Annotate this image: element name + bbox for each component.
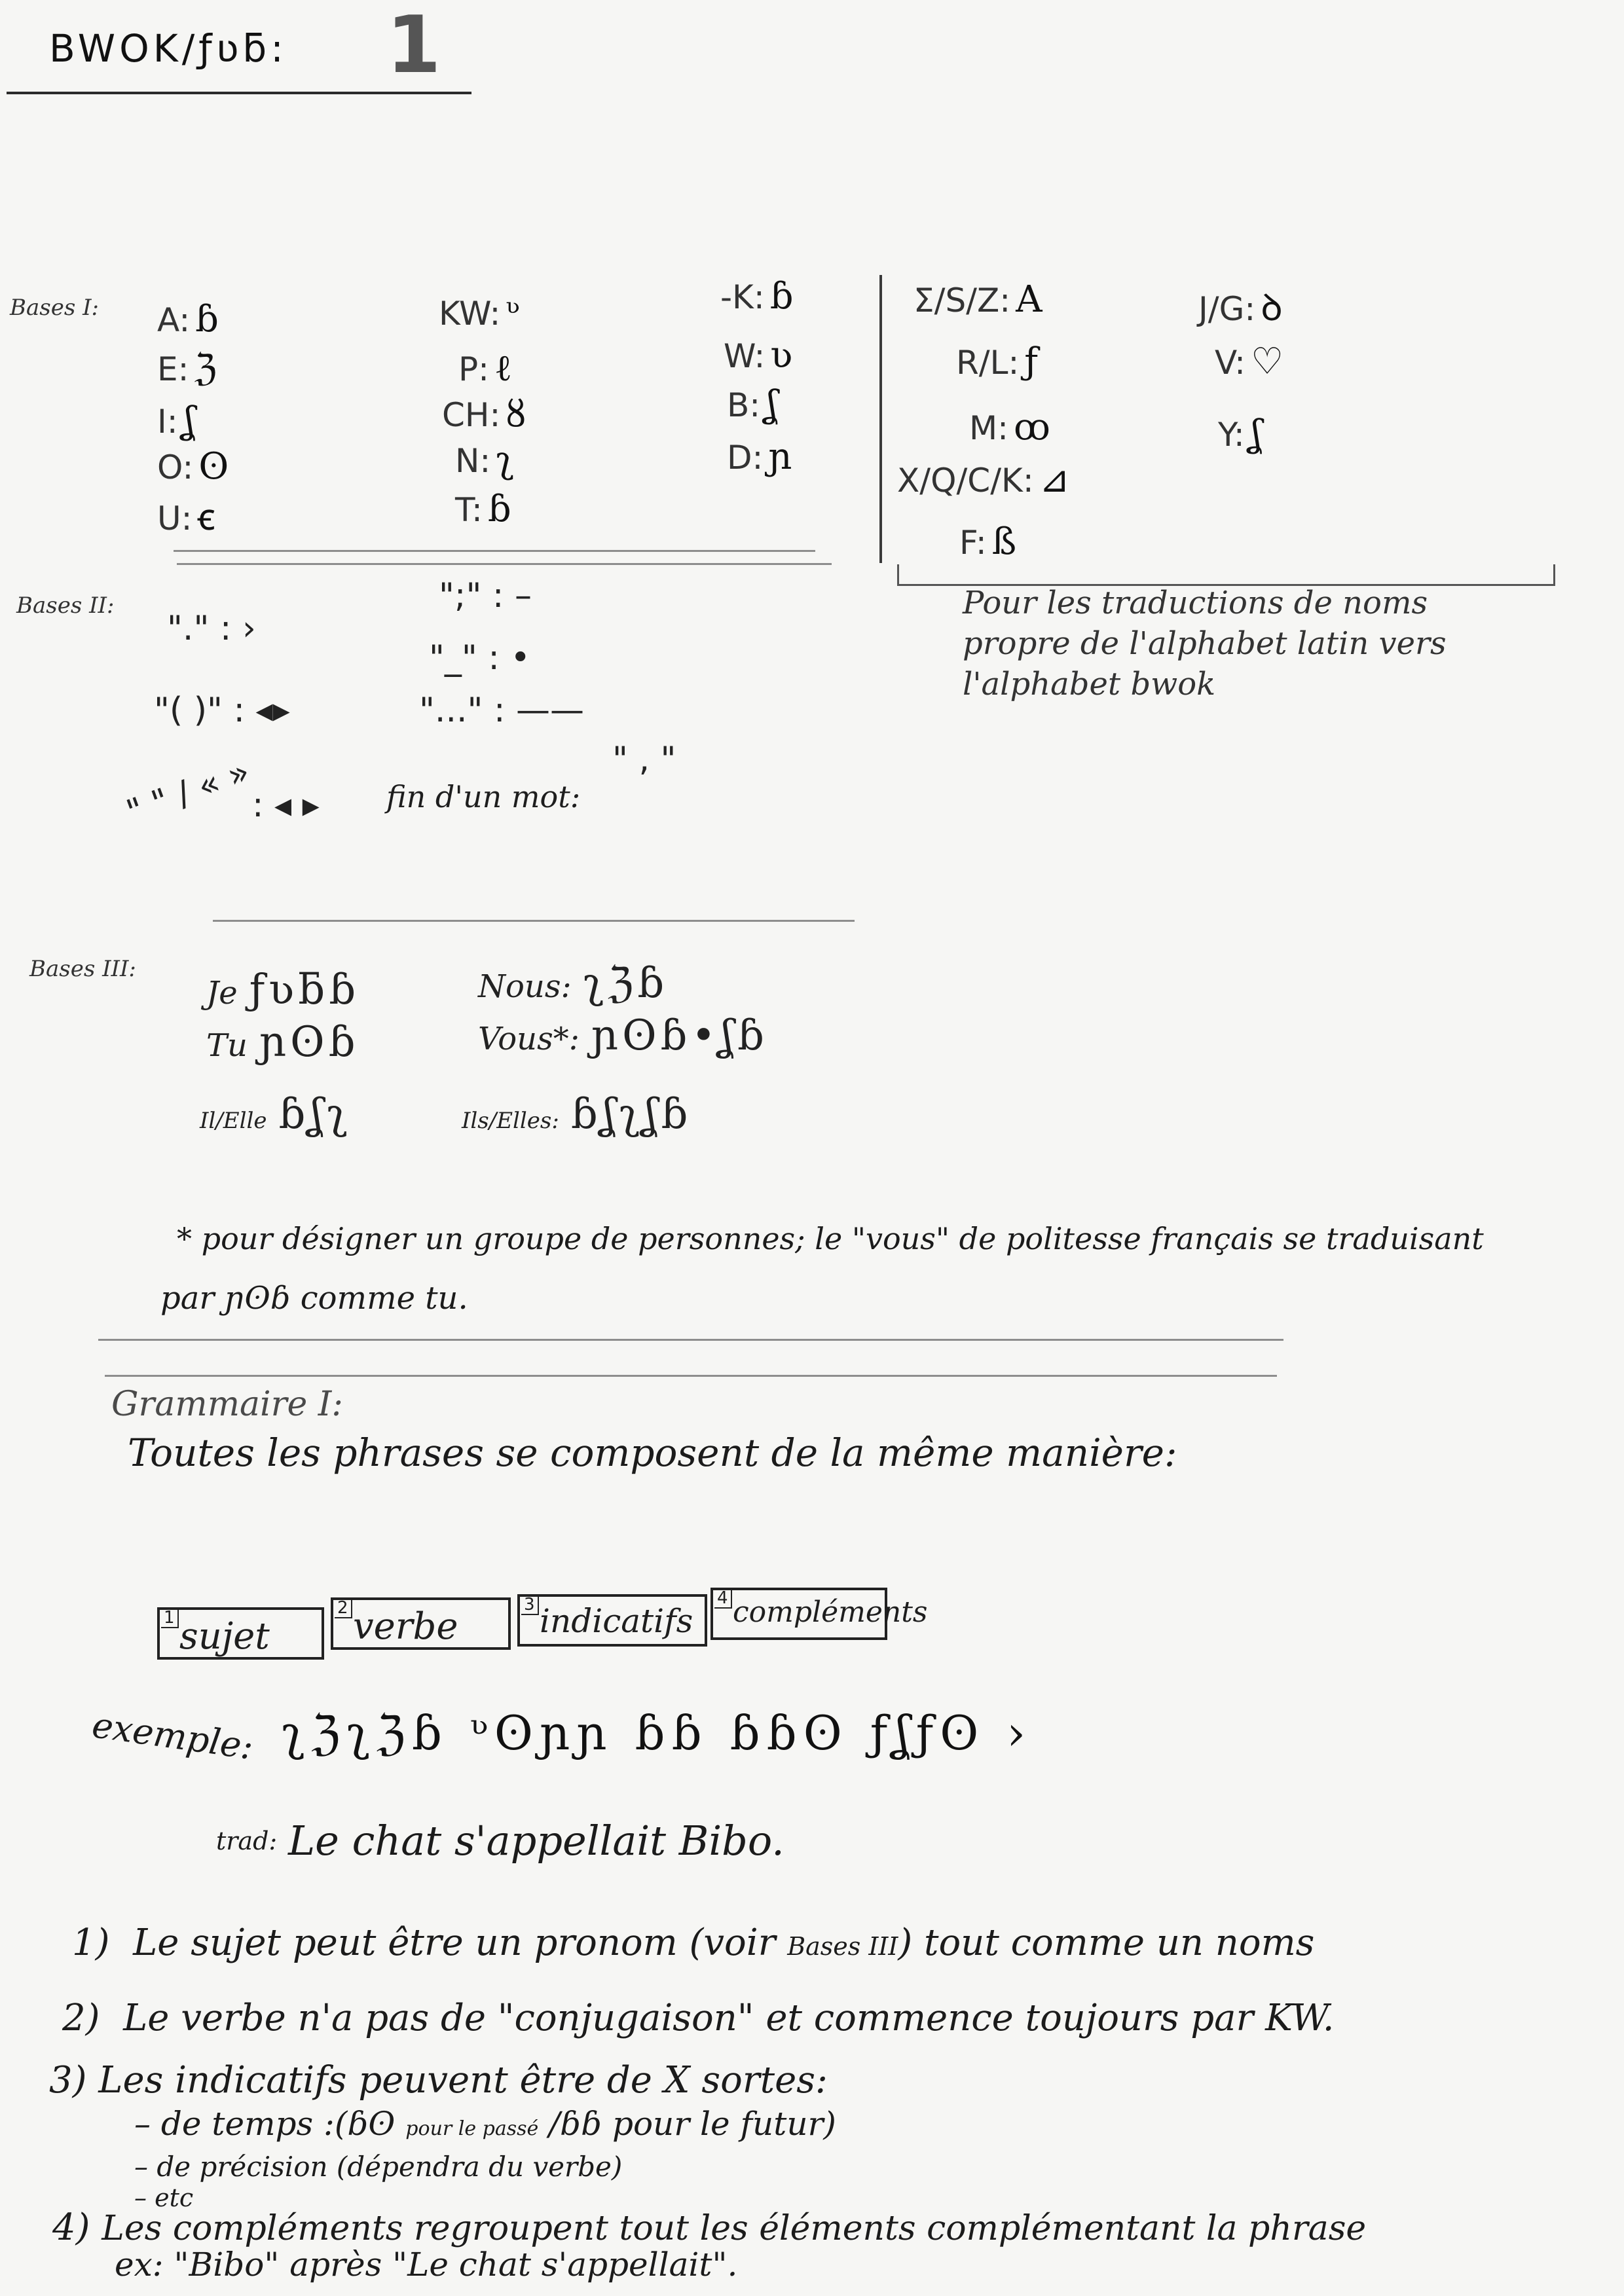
bases2-entry-quotes: " " / « » — [121, 752, 255, 833]
bases2-entry-underscore: "_" : • — [429, 638, 531, 678]
bases2-rule — [213, 920, 855, 922]
bases1-entry-r: R/L: ƒ — [956, 340, 1039, 383]
bases1-entry-m: M: ꝏ — [969, 406, 1050, 448]
indicatifs-precision: – de précision (dépendra du verbe) — [134, 2151, 623, 2183]
pronoun-je: Je ƒʋƃɓ — [206, 966, 360, 1014]
bases2-entry-semicolon: ";" : – — [439, 576, 532, 615]
bases1-entry-o: O: ʘ — [157, 445, 229, 488]
grammar-intro: Toutes les phrases se composent de la même manière: — [128, 1430, 1177, 1475]
bracket-right-end — [1553, 564, 1555, 584]
translation-text: Le chat s'appellait Bibo. — [288, 1817, 784, 1865]
grammar-rule-4-example: ex: "Bibo" après "Le chat s'appellait". — [115, 2246, 738, 2284]
bases1-entry-b: B: ʆ — [727, 383, 778, 426]
bases1-entry-w: W: ʋ — [724, 334, 793, 376]
grammar-label: Grammaire I: — [111, 1385, 343, 1424]
bases3-label: Bases III: — [29, 956, 136, 982]
grammar-rule-1: 1) Le sujet peut être un pronom (voir Bases III) tout comme un noms — [72, 1922, 1315, 1964]
bases1-entry-s: Ʃ/S/Z: A — [913, 278, 1043, 321]
pronoun-vous: Vous*: ɲʘɓ•ʆɓ — [478, 1011, 768, 1060]
bases1-entry-j: J/G: ꝺ — [1198, 287, 1283, 329]
bases1-entry-d: D: ɲ — [727, 435, 792, 478]
bases1-entry-ch: CH: ȣ — [442, 393, 526, 435]
pronoun-tu: Tu ɲʘɓ — [206, 1018, 360, 1066]
bases1-entry-u: U: ꞓ — [157, 496, 215, 539]
bases1-entry-y: Y: ʆ — [1218, 412, 1262, 455]
title-underline — [7, 92, 471, 94]
grammar-box-verbe: 2 verbe — [331, 1597, 511, 1650]
example-glyphs: ʅℨʅℨɓ ᶹʘɲɲ ɓɓ ɓɓʘ ƒʆƒʘ › — [282, 1705, 1033, 1760]
bases1-entry-t: T: ɓ — [455, 488, 511, 530]
bases1-rule-top — [174, 550, 815, 552]
bases1-entry-e: E: ℨ — [157, 347, 217, 390]
bases1-entry-k: -K: ɓ — [720, 275, 794, 318]
indicatifs-temps: – de temps :(ɓʘ pour le passé /ɓɓ pour le futur) — [134, 2105, 836, 2143]
bases1-entry-a: A: ɓ — [157, 298, 219, 340]
bases1-label: Bases I: — [10, 295, 99, 321]
bases1-rule-bottom — [177, 563, 832, 565]
indicatifs-etc: – etc — [134, 2183, 194, 2212]
bases2-quotes-glyph: : ◂ ▸ — [252, 786, 320, 825]
bases1-entry-n: N: ʅ — [455, 439, 514, 481]
bases2-entry-ellipsis: "..." : —— — [419, 691, 585, 730]
bases1-entry-f: F: ß — [959, 520, 1017, 563]
grammar-box-indicatifs: 3 indicatifs — [517, 1594, 707, 1647]
pronoun-ils-elles: Ils/Elles: ɓʆʅʆɓ — [462, 1090, 692, 1139]
bases2-label: Bases II: — [16, 592, 115, 619]
bases1-entry-v: V: ♡ — [1215, 340, 1284, 383]
grammar-box-sujet: 1 sujet — [157, 1607, 324, 1660]
proper-names-note: Pour les traductions de noms propre de l'alphabet latin vers l'alphabet bwok — [963, 585, 1447, 702]
bases1-separator — [879, 275, 882, 563]
page-title: BWOK/ƒʋƃ: — [49, 26, 287, 71]
page-number: 1 — [386, 0, 441, 91]
bases1-entry-x: X/Q/C/K: ⊿ — [897, 458, 1070, 501]
grammar-box-complements: 4 compléments — [710, 1588, 887, 1640]
bases2-entry-period: "." : › — [167, 609, 256, 648]
grammar-rule-2: 2) Le verbe n'a pas de "conjugaison" et commence toujours par KW. — [62, 1997, 1335, 2039]
bases3-footnote-line1: * pour désigner un groupe de personnes; le "vous" de politesse français se traduisant — [177, 1221, 1484, 1256]
example-label: exemple: — [89, 1704, 256, 1768]
bases2-word-end-label: fin d'un mot: — [386, 779, 581, 814]
bases2-word-end-glyph: " , " — [612, 740, 676, 779]
translation-label: trad: — [216, 1827, 278, 1855]
bracket-left-end — [897, 564, 899, 584]
bases1-entry-kw: KW: ᶹ — [439, 291, 520, 334]
pronoun-nous: Nous: ʅℨɓ — [478, 959, 669, 1008]
bases1-entry-i: I: ʆ — [157, 399, 195, 442]
grammar-rule-4: 4) Les compléments regroupent tout les éléments complémentant la phrase — [52, 2206, 1367, 2249]
bases3-rule-bottom — [105, 1375, 1277, 1377]
bases3-rule-top — [98, 1339, 1283, 1341]
bases1-entry-p: P: ℓ — [458, 347, 512, 390]
grammar-rule-3: 3) Les indicatifs peuvent être de X sortes: — [49, 2059, 828, 2102]
pronoun-il-elle: Il/Elle ɓʆʅ — [200, 1090, 352, 1139]
bases3-footnote-line2: par ɲʘɓ comme tu. — [160, 1280, 468, 1317]
bases2-entry-parentheses: "( )" : ◂▸ — [154, 691, 290, 730]
